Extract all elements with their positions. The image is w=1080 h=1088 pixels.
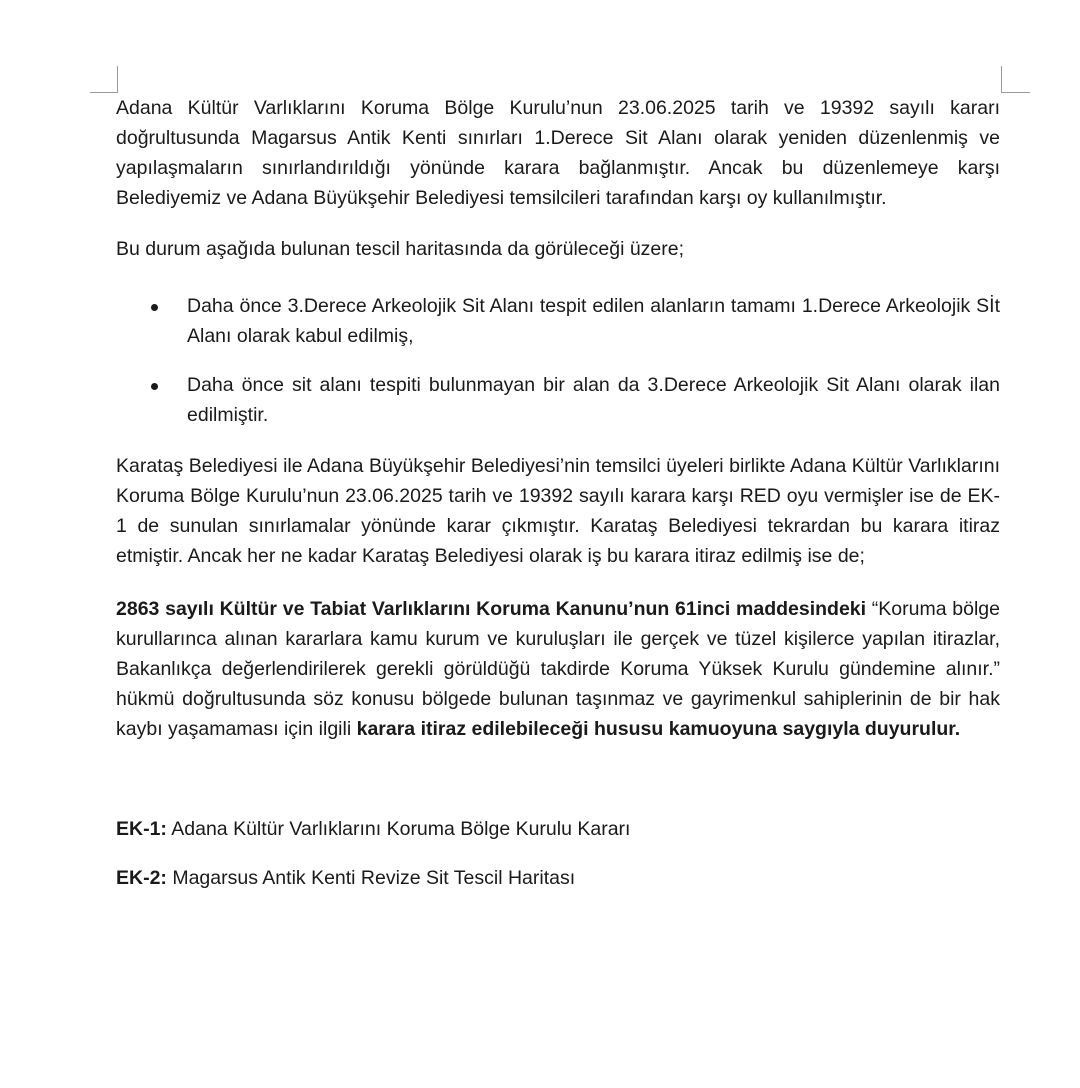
paragraph-map-intro: Bu durum aşağıda bulunan tescil haritasında da görüleceği üzere; [116,238,685,260]
bullet-item [116,291,1000,351]
annex-item-ek1 [116,814,1000,844]
annex-item-ek2 [116,863,1000,893]
annex-title: Adana Kültür Varlıklarını Koruma Bölge Kurulu Kararı [166,818,631,840]
bullet-item-text: Daha önce sit alanı tespiti bulunmayan bir alan da 3.Derece Arkeolojik Sit Alanı olarak ilan edilmiştir. [187,374,1000,426]
paragraph-legal-announcement [116,594,1000,744]
page-corner-mark-top-right [1001,66,1030,93]
legal-reference-bold: 2863 sayılı Kültür ve Tabiat Varlıklarını Koruma Kanunu’nun 61inci maddesindeki [116,598,867,620]
paragraph-decision-summary: Adana Kültür Varlıklarını Koruma Bölge Kurulu’nun 23.06.2025 tarih ve 19392 sayılı kararı doğrultusunda Magarsus Antik Kenti sınırları 1.Derece Sit Alanı olarak yeniden düzenlenmiş ve yapılaşmaların sınırlandırıldığı yönünde karara bağlanmıştır. Ancak bu düzenlemeye karşı Belediyemiz ve Adana Büyükşehir Belediyesi temsilcileri tarafından karşı oy kullanılmıştır. [116,97,1000,209]
bullet-dot-icon [151,383,158,390]
bullet-dot-icon [151,304,158,311]
bullet-item-text: Daha önce 3.Derece Arkeolojik Sit Alanı tespit edilen alanların tamamı 1.Derece Arkeolojik Sİt Alanı olarak kabul edilmiş, [187,295,1000,347]
page-corner-mark-top-left [90,66,118,93]
bullet-list [116,291,1000,430]
annex-title: Magarsus Antik Kenti Revize Sit Tescil Haritası [166,867,576,889]
document-body [116,93,1000,893]
legal-quote-text: “Koruma bölge kurullarınca alınan kararlara kamu kurum ve kuruluşları ile gerçek ve tüzel kişilerce yapılan itirazlar, Bakanlıkça değerlendirilerek gerekli görüldüğü takdirde Koruma Yüksek Kurulu gündemine alınır.” hükmü doğrultusunda söz konusu bölgede bulunan taşınmaz ve gayrimenkul sahiplerinin de bir hak kaybı yaşamaması için ilgili [116,598,1000,740]
announcement-bold: karara itiraz edilebileceği hususu kamuoyuna saygıyla duyurulur. [356,718,961,740]
annex-code: EK-2: [116,867,167,889]
annex-code: EK-1: [116,818,167,840]
paragraph-objection: Karataş Belediyesi ile Adana Büyükşehir Belediyesi’nin temsilci üyeleri birlikte Adana Kültür Varlıklarını Koruma Bölge Kurulu’nun 23.06.2025 tarih ve 19392 sayılı karara karşı RED oyu vermişler ise de EK-1 de sunulan sınırlamalar yönünde karar çıkmıştır. Karataş Belediyesi tekrardan bu karara itiraz etmiştir. Ancak her ne kadar Karataş Belediyesi olarak iş bu karara itiraz edilmiş ise de; [116,455,1000,567]
bullet-item [116,370,1000,430]
